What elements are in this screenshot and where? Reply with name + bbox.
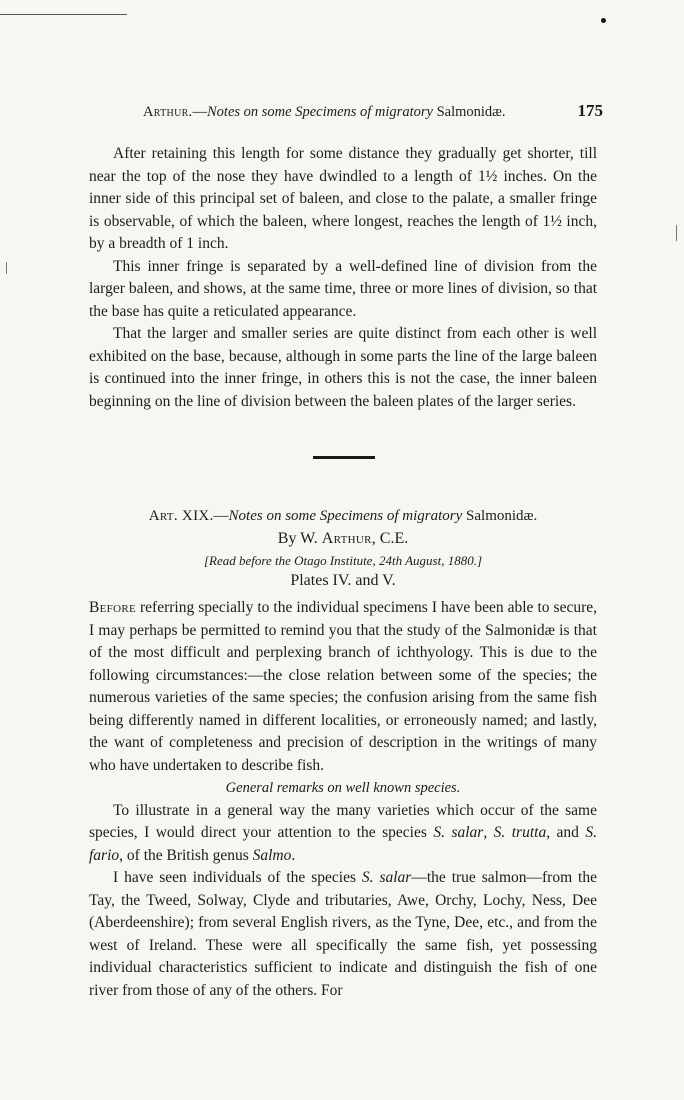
byline-by: By W. <box>277 530 318 547</box>
ink-speck <box>601 18 606 23</box>
paragraph-text: referring specially to the individual specimens I have been able to secure, I may perhaps be permitted to remind you that the study of the Salmonidæ is that of the most difficult and perplexing branch of ichthyology. This is due to the following circumstances:—the close relation between some of the species; the numerous varieties of the same species; the confusion arising from the same fish being differently named in different localities, or erroneously named; and lastly, the want of completeness and precision of description in the writings of many who have undertaken to describe fish. <box>89 599 597 774</box>
paragraph-text: , of the British genus <box>119 846 253 864</box>
paragraph-text: , <box>483 824 494 841</box>
paragraph: This inner fringe is separated by a well-defined line of division from the larger baleen, and shows, at the same time, three or more lines of division, so that the base has quite a reticulated appearance. <box>89 257 597 320</box>
species-name: S. trutta <box>493 824 547 841</box>
header-author: Arthur. <box>143 104 193 120</box>
species-name: S. salar <box>361 869 412 886</box>
continued-text <box>89 143 597 413</box>
byline-credential: , C.E. <box>371 530 409 547</box>
paragraph <box>89 867 597 1002</box>
article-dash: — <box>213 508 229 524</box>
read-note: [Read before the Otago Institute, 24th August, 1880.] <box>203 553 483 568</box>
paragraph: After retaining this length for some distance they gradually get shorter, till near the top of the nose they have dwindled to a length of 1½ inches. On the inner side of this principal set of baleen, and close to the palate, a smaller fringe is observable, of which the baleen, where longest, reaches the length of 1½ inch, by a breadth of 1 inch. <box>89 145 597 252</box>
paragraph <box>89 597 597 777</box>
paragraph-text: , and <box>546 824 586 841</box>
article-title-italic: Notes on some Specimens of migratory <box>228 508 463 524</box>
species-name: S. fario <box>89 824 598 864</box>
header-dash: — <box>192 104 207 120</box>
species-name: S. salar <box>433 824 484 841</box>
paragraph-text: I have seen individuals of the species <box>113 869 362 886</box>
scan-edge-line <box>0 14 127 15</box>
byline <box>89 530 597 548</box>
header-title-roman: Salmonidæ. <box>436 104 506 120</box>
subheading: General remarks on well known species. <box>225 780 461 796</box>
article-body <box>89 597 597 1002</box>
header-title-italic: Notes on some Specimens of migratory <box>207 104 433 120</box>
margin-mark <box>676 225 677 241</box>
article-label: Art. XIX. <box>148 508 214 524</box>
paragraph <box>89 800 597 868</box>
section-divider <box>313 456 375 459</box>
paragraph: That the larger and smaller series are quite distinct from each other is well exhibited on the base, because, although in some parts the line of the large baleen is continued into the inner fringe, in others this is not the case, the inner baleen beginning on the line of division between the baleen plates of the larger series. <box>89 325 597 410</box>
running-header <box>143 103 603 127</box>
paragraph-text: To illustrate in a general way the many varieties which occur of the same species, I would direct your attention to the species <box>89 801 597 841</box>
opening-word: Before <box>89 599 136 616</box>
article-title-roman: Salmonidæ. <box>466 508 538 524</box>
margin-mark <box>6 262 7 274</box>
paragraph-text: . <box>291 846 296 864</box>
plates-note: Plates IV. and V. <box>290 572 396 589</box>
article-title <box>89 508 597 525</box>
byline-author: Arthur <box>321 530 372 547</box>
page-number: 175 <box>577 101 603 120</box>
genus-name: Salmo <box>252 846 292 864</box>
paragraph-text: —the true salmon—from the Tay, the Tweed, Solway, Clyde and tributaries, Awe, Orchy, Lochy, Ness, Dee (Aberdeenshire); from several English rivers, as the Tyne, Dee, etc., and from the west of Ireland. These were all specifically the same fish, yet possessing individual characteristics sufficient to indicate and distinguish the fish of one river from those of any of the others. For <box>89 869 597 999</box>
